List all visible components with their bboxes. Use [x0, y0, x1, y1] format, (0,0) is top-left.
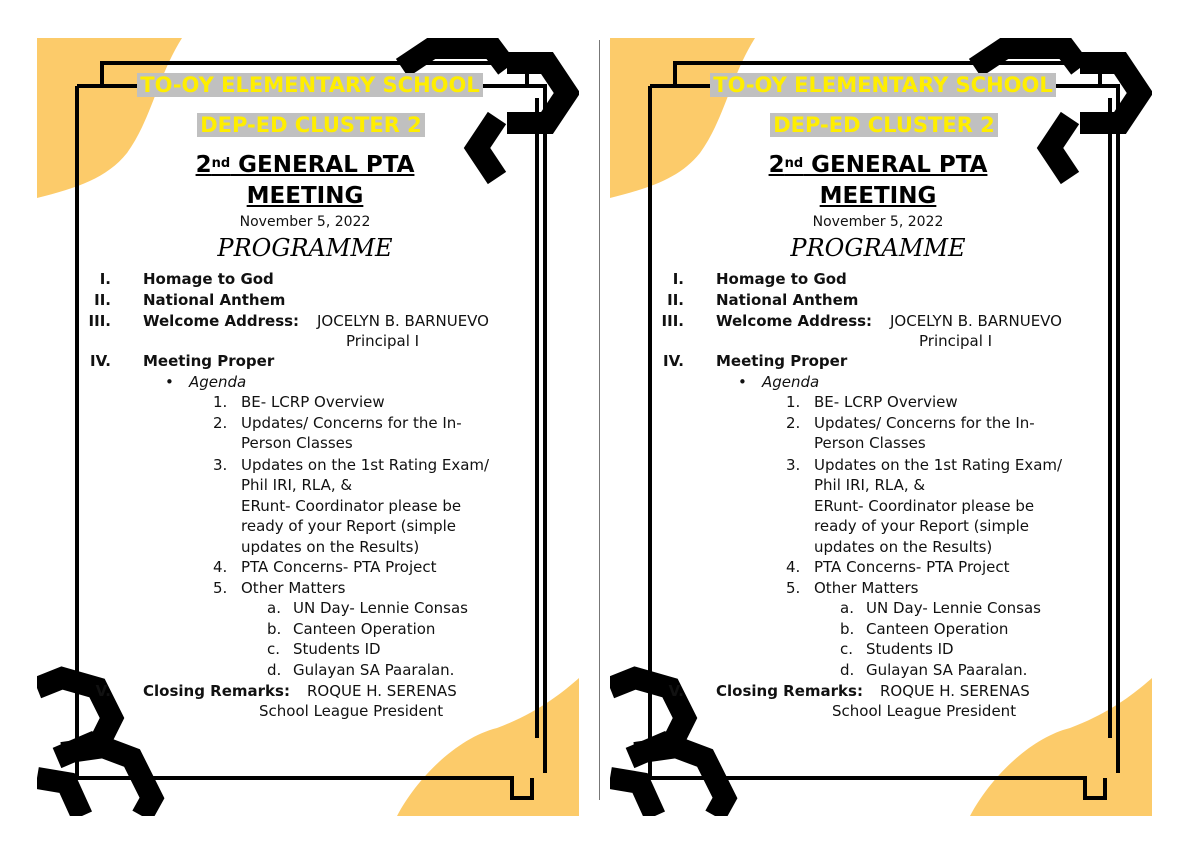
other-matter-item: b. Canteen Operation [840, 620, 1009, 638]
other-matter-item: a. UN Day- Lennie Consas [840, 599, 1041, 617]
school-name: TO-OY ELEMENTARY SCHOOL [678, 70, 1088, 100]
meeting-title: 2nd GENERAL PTA MEETING [768, 152, 988, 209]
agenda-item-continued: updates on the Results) [241, 538, 420, 556]
page-divider [599, 40, 600, 800]
agenda-item: 5. Other Matters [786, 579, 919, 597]
welcome-role: Principal I [919, 332, 993, 350]
welcome-role: Principal I [346, 332, 420, 350]
agenda-item-continued: updates on the Results) [814, 538, 993, 556]
agenda-item: 5. Other Matters [213, 579, 346, 597]
other-matter-item: b. Canteen Operation [267, 620, 436, 638]
agenda-item-continued: Phil IRI, RLA, & [814, 476, 926, 494]
program-page-right: TO-OY ELEMENTARY SCHOOL DEP-ED CLUSTER 2 2nd GENERAL PTA MEETING November 5, 2022 PROGRAMME I. Homage to God II. National Anthem III. Welcome Address: JOCELYN B. BARNUEVO Principal I IV. Meeting Proper • Agenda 1. BE- LCRP Overview 2. Updates/ Concerns for the In- Person Classes 3. Updates on the 1st Rating Exam/ Phil IRI, RLA, & ERunt- Coordinator please be ready of your Report (simple updates on the Results) 4. PTA Concerns- PTA Project 5. Other Matters a. UN Day- Lennie Consas b. Canteen Operation c. Students ID d. Gulayan SA Paaralan. V. Closing Remarks: ROQUE H. SERENAS School League President [610, 38, 1152, 816]
program-page-left: TO-OY ELEMENTARY SCHOOL DEP-ED CLUSTER 2 2nd GENERAL PTA MEETING November 5, 2022 PROGRAMME I. Homage to God II. National Anthem III. Welcome Address: JOCELYN B. BARNUEVO Principal I IV. Meeting Proper • Agenda 1. BE- LCRP Overview 2. Updates/ Concerns for the In- Person Classes 3. Updates on the 1st Rating Exam/ Phil IRI, RLA, & ERunt- Coordinator please be ready of your Report (simple updates on the Results) 4. PTA Concerns- PTA Project 5. Other Matters a. UN Day- Lennie Consas b. Canteen Operation c. Students ID d. Gulayan SA Paaralan. V. Closing Remarks: ROQUE H. SERENAS School League President [37, 38, 579, 816]
closing-role: School League President [832, 702, 1017, 720]
other-matter-item: d. Gulayan SA Paaralan. [840, 661, 1028, 679]
cluster-name: DEP-ED CLUSTER 2 [746, 110, 1022, 140]
agenda-item-continued: Person Classes [241, 434, 353, 452]
agenda-item: 3. Updates on the 1st Rating Exam/ [213, 456, 490, 474]
agenda-item-continued: ready of your Report (simple [814, 517, 1030, 535]
programme-heading: PROGRAMME [790, 234, 966, 262]
agenda-item-continued: ready of your Report (simple [241, 517, 457, 535]
agenda-item-continued: ERunt- Coordinator please be [814, 497, 1035, 515]
agenda-item: 1. BE- LCRP Overview [786, 393, 958, 411]
programme-heading: PROGRAMME [217, 234, 393, 262]
other-matter-item: c. Students ID [840, 640, 954, 658]
agenda-item: 4. PTA Concerns- PTA Project [786, 558, 1010, 576]
agenda-item-continued: Person Classes [814, 434, 926, 452]
agenda-item: 2. Updates/ Concerns for the In- [786, 414, 1035, 432]
closing-role: School League President [259, 702, 444, 720]
cluster-name: DEP-ED CLUSTER 2 [173, 110, 449, 140]
meeting-date: November 5, 2022 [812, 214, 944, 230]
agenda-item: 4. PTA Concerns- PTA Project [213, 558, 437, 576]
agenda-item-continued: ERunt- Coordinator please be [241, 497, 462, 515]
agenda-item: 3. Updates on the 1st Rating Exam/ [786, 456, 1063, 474]
other-matter-item: d. Gulayan SA Paaralan. [267, 661, 455, 679]
meeting-title: 2nd GENERAL PTA MEETING [195, 152, 415, 209]
agenda-heading: • Agenda [738, 373, 820, 391]
agenda-item: 2. Updates/ Concerns for the In- [213, 414, 462, 432]
agenda-item: 1. BE- LCRP Overview [213, 393, 385, 411]
other-matter-item: c. Students ID [267, 640, 381, 658]
school-name: TO-OY ELEMENTARY SCHOOL [105, 70, 515, 100]
meeting-date: November 5, 2022 [239, 214, 371, 230]
other-matter-item: a. UN Day- Lennie Consas [267, 599, 468, 617]
agenda-heading: • Agenda [165, 373, 247, 391]
agenda-item-continued: Phil IRI, RLA, & [241, 476, 353, 494]
